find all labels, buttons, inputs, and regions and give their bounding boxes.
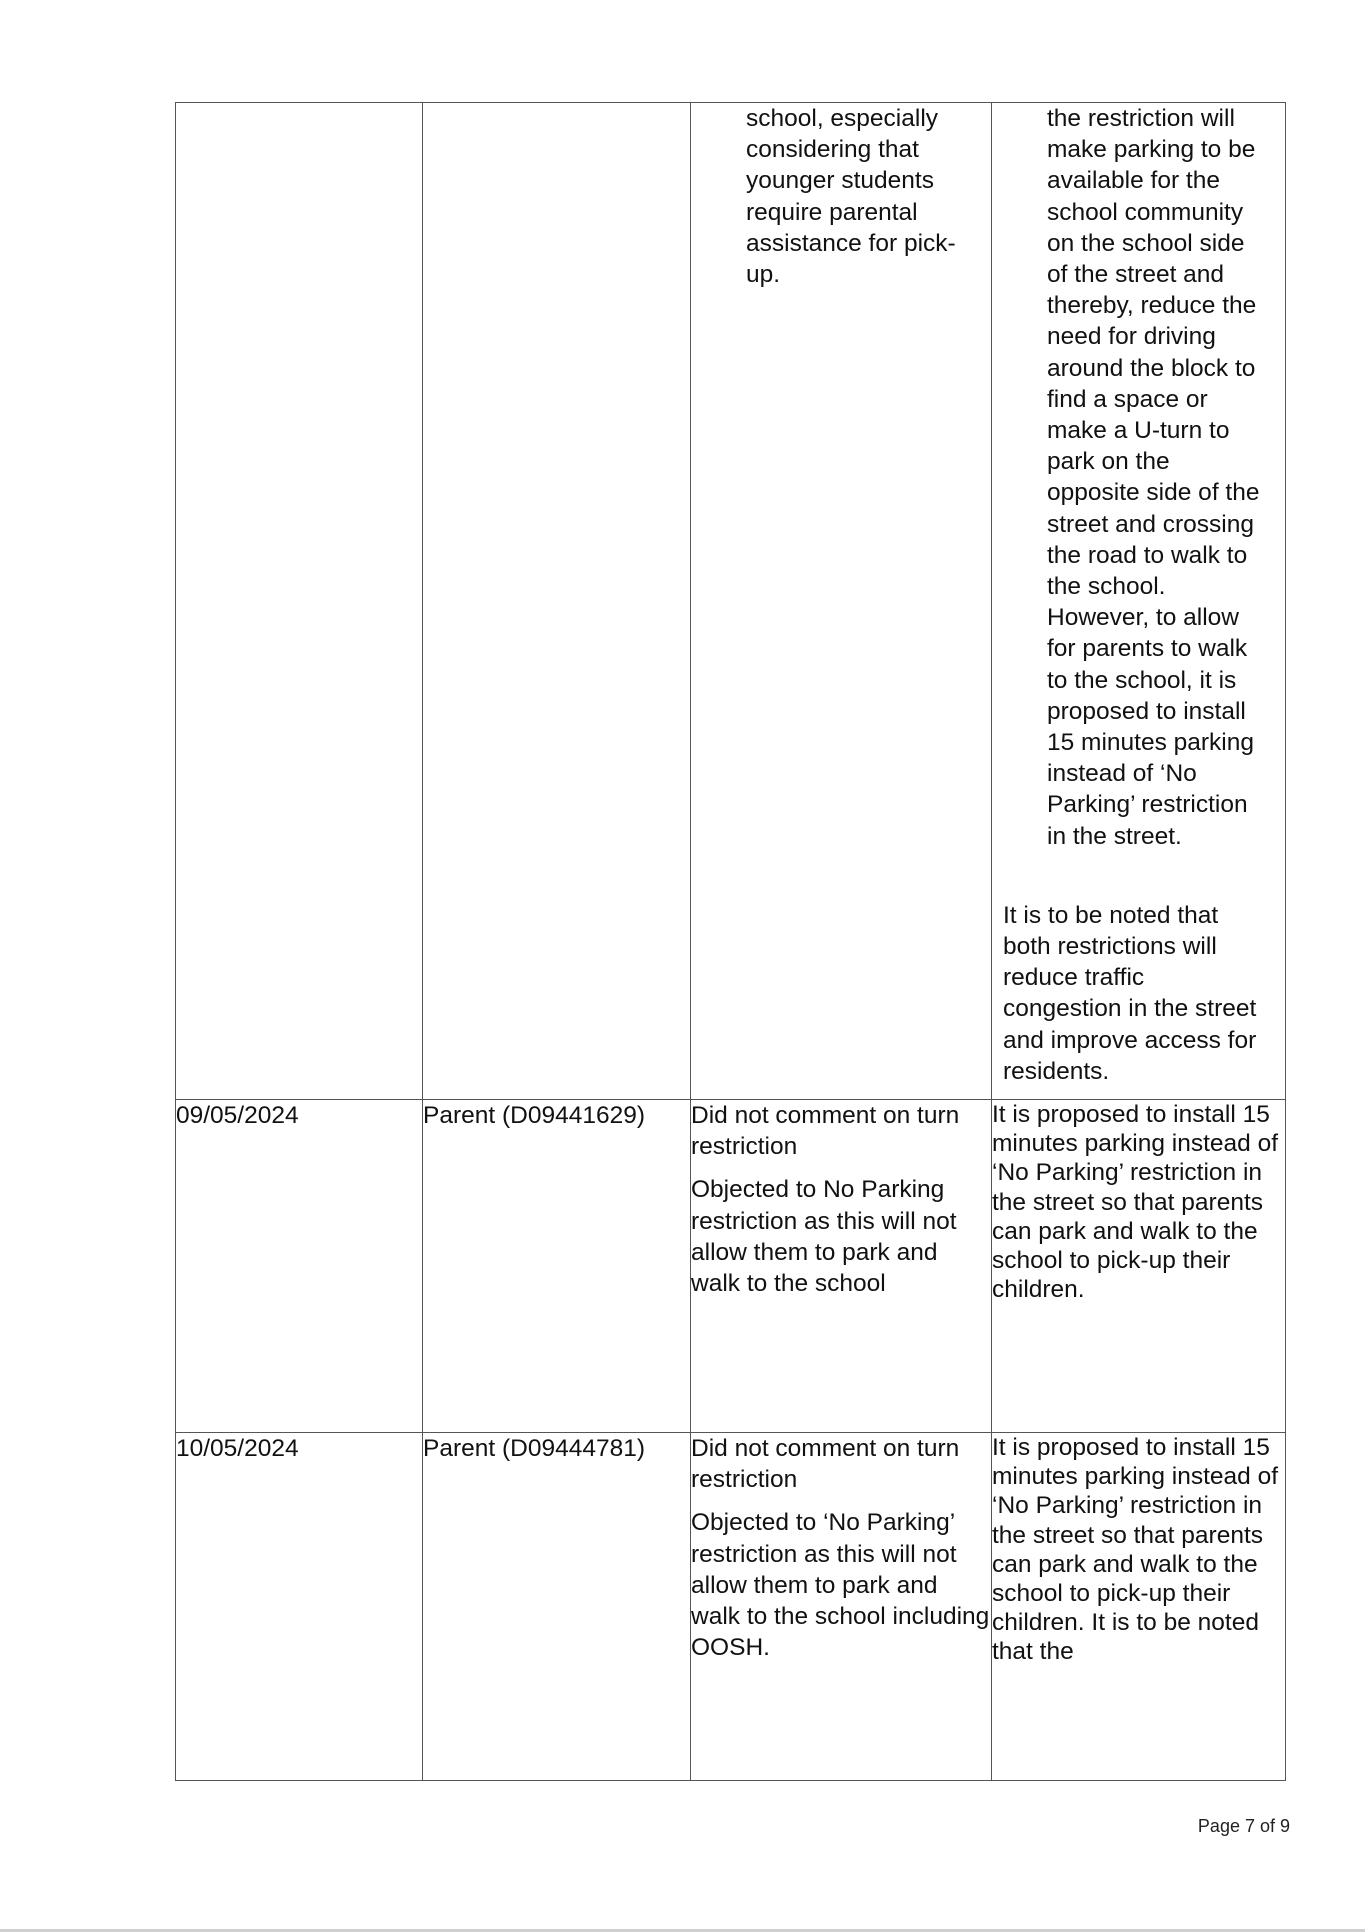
page-number: Page 7 of 9 [1197,1816,1290,1836]
submitter-cell: Parent (D09441629) [423,1100,691,1433]
summary-text: Did not comment on turn restriction [691,1435,960,1494]
summary-text: Objected to ‘No Parking’ restriction as this will not allow them to park and walk to the school including OOSH. [691,1509,990,1662]
table-row-continued [176,103,1286,1100]
response-cell: It is proposed to install 15 minutes parking instead of ‘No Parking’ restriction in the street so that parents can park and walk to the school to pick-up their children. [992,1100,1286,1433]
table-row [176,1100,1286,1433]
summary-cell [691,1433,992,1781]
response-text-part1: the restriction will make parking to be available for the school community on the school side of the street and thereby, reduce the need for driving around the block to find a space or make a U-turn to park on the opposite side of the street and crossing the road to walk to the school. However, to allow for parents to walk to the school, it is proposed to install 15 minutes parking instead of ‘No Parking’ restriction in the street. [1047,105,1260,850]
summary-text: school, especially considering that younger students require parental assistance for pick- up. [746,105,956,289]
submitter-cell-empty [423,103,691,1100]
date-cell-empty [176,103,423,1100]
summary-cell [691,103,992,1100]
table-row [176,1433,1286,1781]
response-cell [992,103,1286,1100]
summary-text: Objected to No Parking restriction as this will not allow them to park and walk to the school [691,1176,957,1298]
date-cell: 10/05/2024 [176,1433,423,1781]
date-cell: 09/05/2024 [176,1100,423,1433]
summary-text: Did not comment on turn restriction [691,1102,960,1161]
response-text-part2: It is to be noted that both restrictions will reduce traffic congestion in the street and improve access for residents. [1003,901,1257,1085]
summary-cell [691,1100,992,1433]
submitter-cell: Parent (D09444781) [423,1433,691,1781]
response-cell: It is proposed to install 15 minutes parking instead of ‘No Parking’ restriction in the street so that parents can park and walk to the school to pick-up their children. It is to be noted that the [992,1433,1286,1781]
submissions-table [175,102,1286,1781]
